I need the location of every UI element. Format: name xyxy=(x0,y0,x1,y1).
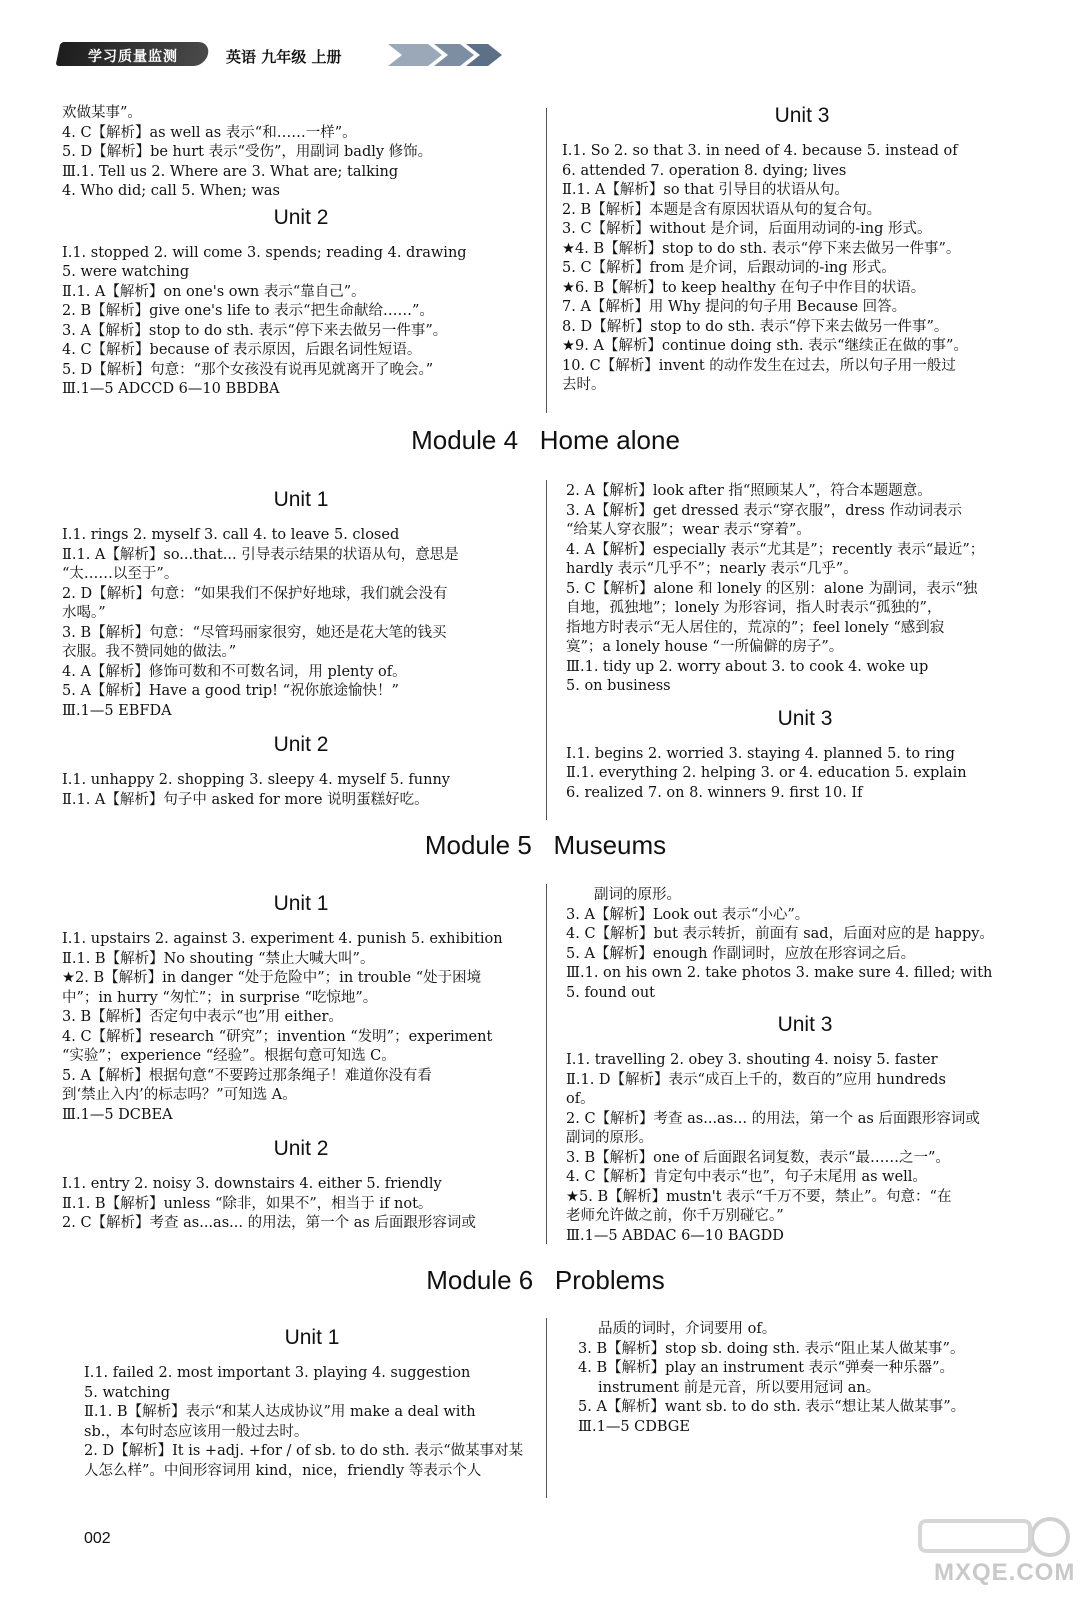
text-line: Ⅱ.1. A【解析】句子中 asked for more 说明蛋糕好吃。 xyxy=(62,791,429,808)
page-number: 002 xyxy=(84,1530,111,1547)
text-line: 指地方时表示“无人居住的，荒凉的”；feel lonely “感到寂 xyxy=(566,619,945,636)
module-title: Module 6 Problems xyxy=(426,1265,665,1295)
module-title: Module 5 Museums xyxy=(424,830,667,860)
text-line: 3. B【解析】stop sb. doing sth. 表示“阻止某人做某事”。 xyxy=(578,1340,965,1357)
text-line: 5. watching xyxy=(84,1384,171,1401)
text-line: 2. A【解析】look after 指“照顾某人”，符合本题题意。 xyxy=(566,483,932,499)
text-line: Ⅱ.1. B【解析】No shouting “禁止大喊大叫”。 xyxy=(62,950,375,967)
module4-right xyxy=(566,482,1044,803)
right-column-top xyxy=(562,100,1042,396)
text-line: Ⅲ.1. on his own 2. take photos 3. make sure 4. filled; with xyxy=(566,965,993,981)
module5-left xyxy=(62,888,540,1234)
text-line: 人怎么样”。中间形容词用 kind，nice，friendly 等表示个人 xyxy=(84,1462,482,1479)
text-line: 4. C【解析】research “研究”；invention “发明”；experiment xyxy=(62,1028,493,1045)
unit-heading: Unit 1 xyxy=(273,488,329,511)
text-line: 2. D【解析】句意：“如果我们不保护好地球，我们就会没有 xyxy=(62,585,448,602)
watermark-text: MXQE.COM xyxy=(934,1559,1076,1586)
left-column-top xyxy=(62,104,540,400)
unit-heading: Unit 2 xyxy=(273,1137,329,1160)
text-line: Ⅱ.1. D【解析】表示“成百上千的，数百的”应用 hundreds xyxy=(566,1071,947,1088)
text-line: 10. C【解析】invent 的动作发生在过去，所以句子用一般过 xyxy=(562,357,956,374)
module5-right xyxy=(566,886,1044,1246)
text-line: ★9. A【解析】continue doing sth. 表示“继续正在做的事”。 xyxy=(562,338,968,354)
text-line: 5. C【解析】alone 和 lonely 的区别：alone 为副词，表示“独 xyxy=(566,580,978,597)
module4-left xyxy=(62,484,540,810)
text-line: 4. C【解析】but 表示转折，前面有 sad，后面对应的是 happy。 xyxy=(566,926,994,942)
text-line: Ⅱ.1. A【解析】so that 引导目的状语从句。 xyxy=(562,182,849,198)
text-line: 欢做某事”。 xyxy=(62,105,142,121)
text-line: 7. A【解析】用 Why 提问的句子用 Because 回答。 xyxy=(562,299,907,315)
text-line: 2. C【解析】考查 as...as... 的用法，第一个 as 后面跟形容词或 xyxy=(62,1215,476,1231)
text-line: Ⅲ.1. Tell us 2. Where are 3. What are; talking xyxy=(62,163,399,180)
text-line: ★4. B【解析】stop to do sth. 表示“停下来去做另一件事”。 xyxy=(562,240,961,257)
text-line: Ⅰ.1. unhappy 2. shopping 3. sleepy 4. myself 5. funny xyxy=(62,772,450,788)
text-line: Ⅰ.1. entry 2. noisy 3. downstairs 4. either 5. friendly xyxy=(62,1176,442,1192)
text-line: Ⅲ.1—5 ABDAC 6—10 BAGDD xyxy=(566,1227,784,1244)
text-line: Ⅲ.1—5 ADCCD 6—10 BBDBA xyxy=(62,381,280,397)
unit-heading: Unit 3 xyxy=(777,706,833,730)
column-divider xyxy=(546,1318,547,1498)
text-line: Ⅱ.1. A【解析】on one's own 表示“靠自己”。 xyxy=(62,283,366,300)
text-line: 5. C【解析】from 是介词，后跟动词的-ing 形式。 xyxy=(562,260,896,276)
text-line: 中”；in hurry “匆忙”；in surprise “吃惊地”。 xyxy=(62,989,378,1006)
text-line: 5. were watching xyxy=(62,264,190,280)
header-subject: 英语 九年级 上册 xyxy=(226,48,342,66)
text-line: Ⅱ.1. everything 2. helping 3. or 4. education 5. explain xyxy=(566,765,967,781)
text-line: 副词的原形。 xyxy=(566,1130,653,1146)
text-line: sb.，本句时态应该用一般过去时。 xyxy=(84,1423,309,1440)
text-line: Ⅰ.1. begins 2. worried 3. staying 4. planned 5. to ring xyxy=(566,745,955,762)
column-divider xyxy=(546,884,547,1244)
text-line: Ⅰ.1. failed 2. most important 3. playing 4. suggestion xyxy=(84,1365,471,1381)
module6-right xyxy=(578,1320,1044,1437)
text-line: ★6. B【解析】to keep healthy 在句子中作目的状语。 xyxy=(562,279,926,296)
text-line: Ⅲ.1—5 EBFDA xyxy=(62,702,172,719)
text-line: 衣服。我不赞同她的做法。” xyxy=(62,644,237,660)
unit-heading: Unit 3 xyxy=(774,104,830,127)
text-line: 4. C【解析】as well as 表示“和……一样”。 xyxy=(62,124,357,141)
text-line: 6. attended 7. operation 8. dying; lives xyxy=(562,162,847,179)
text-line: hardly 表示“几乎不”；nearly 表示“几乎”。 xyxy=(566,561,858,577)
text-line: 3. B【解析】one of 后面跟名词复数，表示“最……之一”。 xyxy=(566,1149,950,1166)
text-line: 4. B【解析】play an instrument 表示“弹奏一种乐器”。 xyxy=(578,1360,955,1376)
text-line: 2. B【解析】give one's life to 表示“把生命献给……”。 xyxy=(62,303,434,319)
text-line: 3. A【解析】stop to do sth. 表示“停下来去做另一件事”。 xyxy=(62,322,448,339)
module-title: Module 4 Home alone xyxy=(411,425,680,455)
text-line: 老师允许做之前，你千万别碰它。” xyxy=(566,1208,784,1224)
page-header xyxy=(58,38,468,72)
column-divider xyxy=(546,108,547,413)
text-line: 6. realized 7. on 8. winners 9. first 10. If xyxy=(566,784,863,801)
text-line: “实验”；experience “经验”。根据句意可知选 C。 xyxy=(62,1048,396,1064)
text-line: 寞”；a lonely house “一所偏僻的房子”。 xyxy=(566,639,844,655)
text-line: Ⅲ.1—5 DCBEA xyxy=(62,1106,173,1123)
text-line: “给某人穿衣服”；wear 表示“穿着”。 xyxy=(566,522,811,538)
text-line: 5. D【解析】be hurt 表示“受伤”，用副词 badly 修饰。 xyxy=(62,144,433,160)
text-line: Ⅲ.1—5 CDBGE xyxy=(578,1418,690,1435)
text-line: 5. A【解析】enough 作副词时，应放在形容词之后。 xyxy=(566,945,916,962)
watermark-icon xyxy=(900,1515,1070,1563)
module6-left xyxy=(84,1322,540,1481)
column-divider xyxy=(546,480,547,820)
text-line: Ⅰ.1. travelling 2. obey 3. shouting 4. noisy 5. faster xyxy=(566,1052,938,1068)
text-line: 5. A【解析】根据句意“不要跨过那条绳子！难道你没有看 xyxy=(62,1067,432,1084)
text-line: 8. D【解析】stop to do sth. 表示“停下来去做另一件事”。 xyxy=(562,318,949,335)
unit-heading: Unit 3 xyxy=(777,1013,833,1036)
text-line: 3. A【解析】get dressed 表示“穿衣服”，dress 作动词表示 xyxy=(566,502,962,519)
text-line: 4. C【解析】because of 表示原因，后跟名词性短语。 xyxy=(62,342,422,358)
text-line: 自地，孤独地”；lonely 为形容词，指人时表示“孤独的”， xyxy=(566,600,942,616)
header-badge-text: 学习质量监测 xyxy=(88,49,178,65)
text-line: Ⅰ.1. upstairs 2. against 3. experiment 4. punish 5. exhibition xyxy=(62,931,503,947)
text-line: instrument 前是元音，所以要用冠词 an。 xyxy=(598,1379,881,1396)
text-line: 4. A【解析】修饰可数和不可数名词，用 plenty of。 xyxy=(62,663,407,680)
text-line: 3. B【解析】否定句中表示“也”用 either。 xyxy=(62,1009,343,1025)
text-line: 2. B【解析】本题是含有原因状语从句的复合句。 xyxy=(562,201,882,218)
text-line: 2. D【解析】It is +adj. +for / of sb. to do sth. 表示“做某事对某 xyxy=(84,1443,524,1459)
text-line: 品质的词时，介词要用 of。 xyxy=(598,1321,777,1337)
text-line: 4. C【解析】肯定句中表示“也”，句子末尾用 as well。 xyxy=(566,1169,927,1185)
text-line: 5. found out xyxy=(566,984,656,1001)
text-line: 去时。 xyxy=(562,377,606,393)
text-line: 5. A【解析】Have a good trip! “祝你旅途愉快！” xyxy=(62,683,399,699)
text-line: 5. on business xyxy=(566,678,671,694)
text-line: Ⅲ.1. tidy up 2. worry about 3. to cook 4. woke up xyxy=(566,658,929,675)
text-line: 4. A【解析】especially 表示“尤其是”；recently 表示“最近”； xyxy=(566,541,985,558)
text-line: Ⅰ.1. stopped 2. will come 3. spends; reading 4. drawing xyxy=(62,244,467,261)
text-line: ★5. B【解析】mustn't 表示“千万不要，禁止”。句意：“在 xyxy=(566,1188,952,1205)
text-line: 3. A【解析】Look out 表示“小心”。 xyxy=(566,906,810,923)
text-line: 到‘禁止入内’的标志吗？”可知选 A。 xyxy=(62,1087,297,1103)
watermark-logo xyxy=(900,1515,1076,1590)
text-line: 5. D【解析】句意：“那个女孩没有说再见就离开了晚会。” xyxy=(62,361,434,378)
text-line: Ⅱ.1. B【解析】unless “除非，如果不”，相当于 if not。 xyxy=(62,1195,433,1212)
text-line: of。 xyxy=(566,1091,595,1107)
unit-heading: Unit 1 xyxy=(284,1326,340,1349)
text-line: 2. C【解析】考查 as...as... 的用法，第一个 as 后面跟形容词或 xyxy=(566,1110,980,1127)
unit-heading: Unit 2 xyxy=(273,205,329,229)
chevron-decoration-icon xyxy=(388,40,518,70)
unit-heading: Unit 1 xyxy=(273,892,329,915)
text-line: Ⅰ.1. rings 2. myself 3. call 4. to leave 5. closed xyxy=(62,527,400,543)
text-line: Ⅰ.1. So 2. so that 3. in need of 4. because 5. instead of xyxy=(562,143,958,159)
text-line: 3. C【解析】without 是介词，后面用动词的-ing 形式。 xyxy=(562,221,932,237)
text-line: 5. A【解析】want sb. to do sth. 表示“想让某人做某事”。 xyxy=(578,1399,966,1415)
text-line: Ⅱ.1. B【解析】表示“和某人达成协议”用 make a deal with xyxy=(84,1404,476,1420)
text-line: “太……以至于”。 xyxy=(62,566,179,582)
text-line: Ⅱ.1. A【解析】so...that... 引导表示结果的状语从句，意思是 xyxy=(62,546,459,563)
unit-heading: Unit 2 xyxy=(273,733,329,756)
text-line: 水喝。” xyxy=(62,605,106,621)
text-line: 3. B【解析】句意：“尽管玛丽家很穷，她还是花大笔的钱买 xyxy=(62,624,447,641)
text-line: 副词的原形。 xyxy=(594,887,681,903)
text-line: 4. Who did; call 5. When; was xyxy=(62,183,280,199)
text-line: ★2. B【解析】in danger “处于危险中”；in trouble “处于困境 xyxy=(62,970,482,986)
